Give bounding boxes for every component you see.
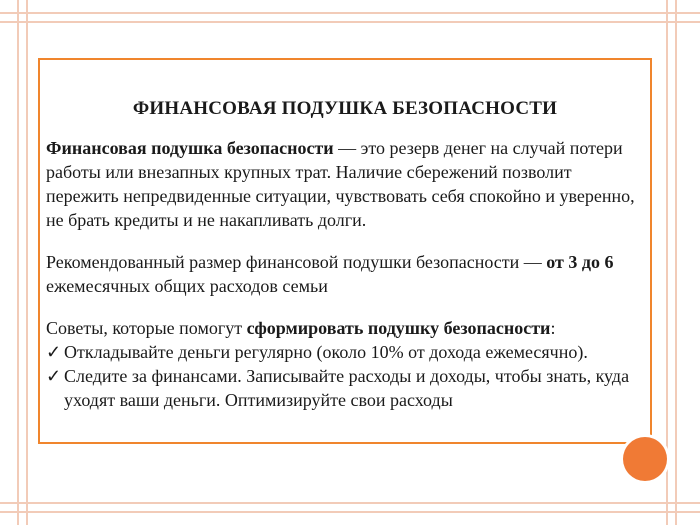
definition-text: — это резерв денег на случай потери работы или внезапных крупных трат. Наличие сбережений позволит пережить непредвиденные ситуации, чувствовать себя спокойно и уверенно, не брать кредиты и не накапливать долги. <box>46 138 635 230</box>
slide-content <box>46 136 646 412</box>
checkmark-icon: ✓ <box>46 366 62 386</box>
checkmark-icon: ✓ <box>46 342 62 362</box>
frame-line-top <box>0 12 700 14</box>
frame-line-left-inner <box>26 0 28 525</box>
tips-intro-text: Советы, которые помогут <box>46 318 247 338</box>
recommendation-paragraph <box>46 250 646 298</box>
definition-paragraph <box>46 136 646 232</box>
recommendation-range: от 3 до 6 <box>546 252 614 272</box>
recommendation-text: Рекомендованный размер финансовой подушки безопасности — <box>46 252 547 272</box>
frame-line-bottom-inner <box>0 502 700 504</box>
tips-intro-bold: сформировать подушку безопасности <box>246 318 551 338</box>
tip-text: Откладывайте деньги регулярно (около 10% от дохода ежемесячно). <box>64 342 588 362</box>
frame-line-left <box>17 0 19 525</box>
tip-text: Следите за финансами. Записывайте расходы и доходы, чтобы знать, куда уходят ваши деньги. Оптимизируйте свои расходы <box>64 366 630 410</box>
frame-line-top-inner <box>0 21 700 23</box>
frame-line-right-inner <box>666 0 668 525</box>
frame-line-right <box>675 0 677 525</box>
tips-intro <box>46 316 646 340</box>
content-card <box>38 58 652 444</box>
decorative-circle <box>623 437 667 481</box>
definition-term: Финансовая подушка безопасности <box>46 138 334 158</box>
slide-title: ФИНАНСОВАЯ ПОДУШКА БЕЗОПАСНОСТИ <box>132 98 558 119</box>
tip-item <box>46 340 646 364</box>
frame-line-bottom <box>0 511 700 513</box>
tip-item <box>46 364 646 412</box>
recommendation-tail: ежемесячных общих расходов семьи <box>46 276 328 296</box>
tips-section <box>46 316 646 412</box>
tips-intro-colon: : <box>550 318 556 338</box>
